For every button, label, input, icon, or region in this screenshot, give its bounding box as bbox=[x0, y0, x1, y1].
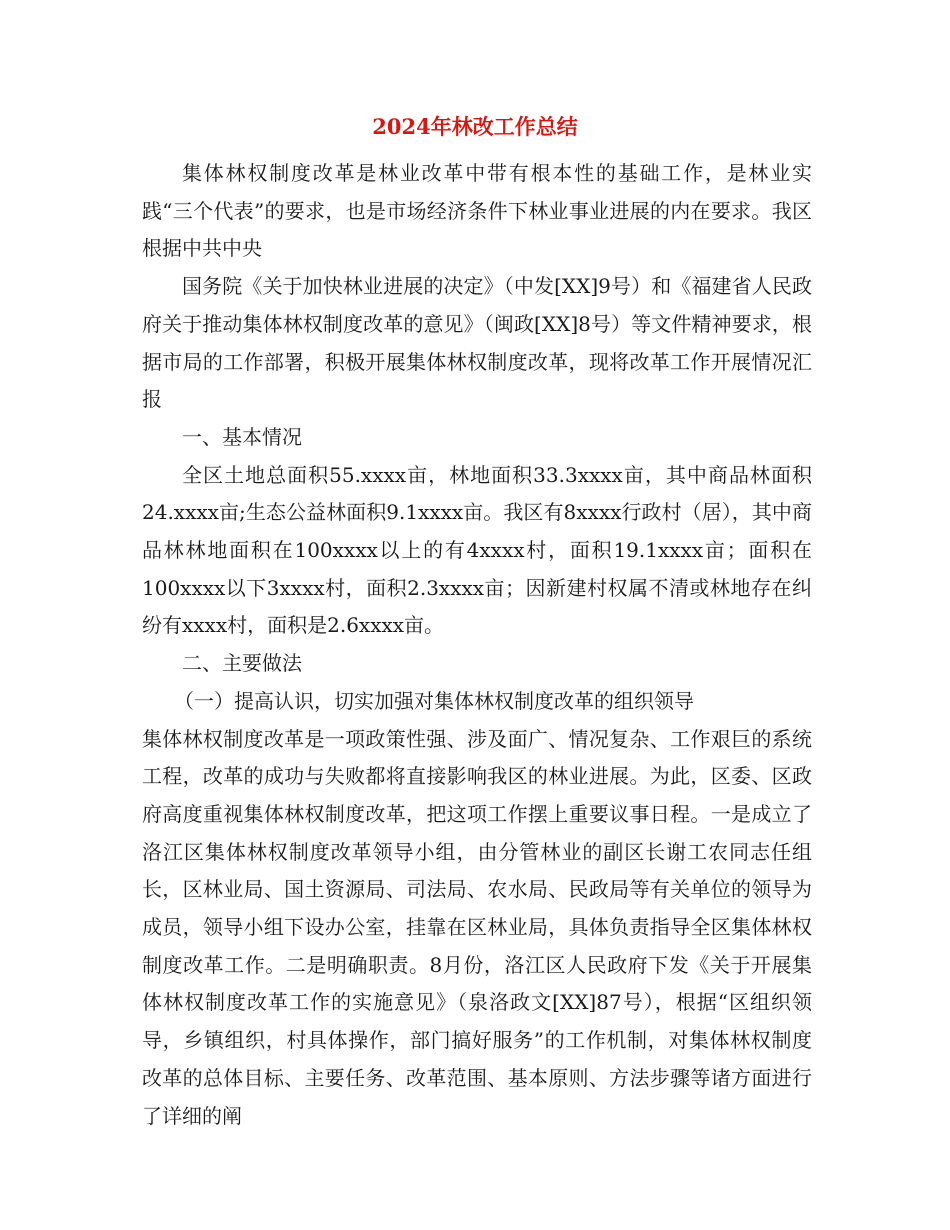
paragraph-basis: 国务院《关于加快林业进展的决定》（中发[XX]9号）和《福建省人民政府关于推动集体林权制度改革的意见》（闽政[XX]8号）等文件精神要求，根据市局的工作部署，积极开展集体林权制度改革，现将改革工作开展情况汇报 bbox=[142, 274, 812, 412]
paragraph-organization: 集体林权制度改革是一项政策性强、涉及面广、情况复杂、工作艰巨的系统工程，改革的成功与失败都将直接影响我区的林业进展。为此，区委、区政府高度重视集体林权制度改革，把这项工作摆上重要议事日程。一是成立了洛江区集体林权制度改革领导小组，由分管林业的副区长谢工农同志任组长，区林业局、国土资源局、司法局、农水局、民政局等有关单位的领导为成员，领导小组下设办公室，挂靠在区林业局，具体负责指导全区集体林权制度改革工作。二是明确职责。8月份，洛江区人民政府下发《关于开展集体林权制度改革工作的实施意见》（泉洛政文[XX]87号），根据“区组织领导，乡镇组织，村具体操作，部门搞好服务”的工作机制，对集体林权制度改革的总体目标、主要任务、改革范围、基本原则、方法步骤等诸方面进行了详细的阐 bbox=[142, 726, 812, 1128]
subsection-heading-1: （一）提高认识，切实加强对集体林权制度改革的组织领导 bbox=[174, 688, 694, 713]
document-body bbox=[142, 155, 812, 1135]
section-heading-basic-situation: 一、基本情况 bbox=[182, 424, 302, 449]
paragraph-basic-situation: 全区土地总面积55.xxxx亩，林地面积33.3xxxx亩，其中商品林面积24.xxxx亩;生态公益林面积9.1xxxx亩。我区有8xxxx行政村（居），其中商品林林地面积在100xxxx以上的有4xxxx村，面积19.1xxxx亩；面积在100xxxx以下3xxxx村，面积2.3xxxx亩；因新建村权属不清或林地存在纠纷有xxxx村，面积是2.6xxxx亩。 bbox=[142, 462, 812, 638]
document-title: 2024年林改工作总结 bbox=[372, 114, 578, 139]
section-heading-main-practices: 二、主要做法 bbox=[182, 651, 302, 676]
paragraph-intro: 集体林权制度改革是林业改革中带有根本性的基础工作，是林业实践“三个代表”的要求，也是市场经济条件下林业事业进展的内在要求。我区根据中共中央 bbox=[142, 161, 812, 261]
